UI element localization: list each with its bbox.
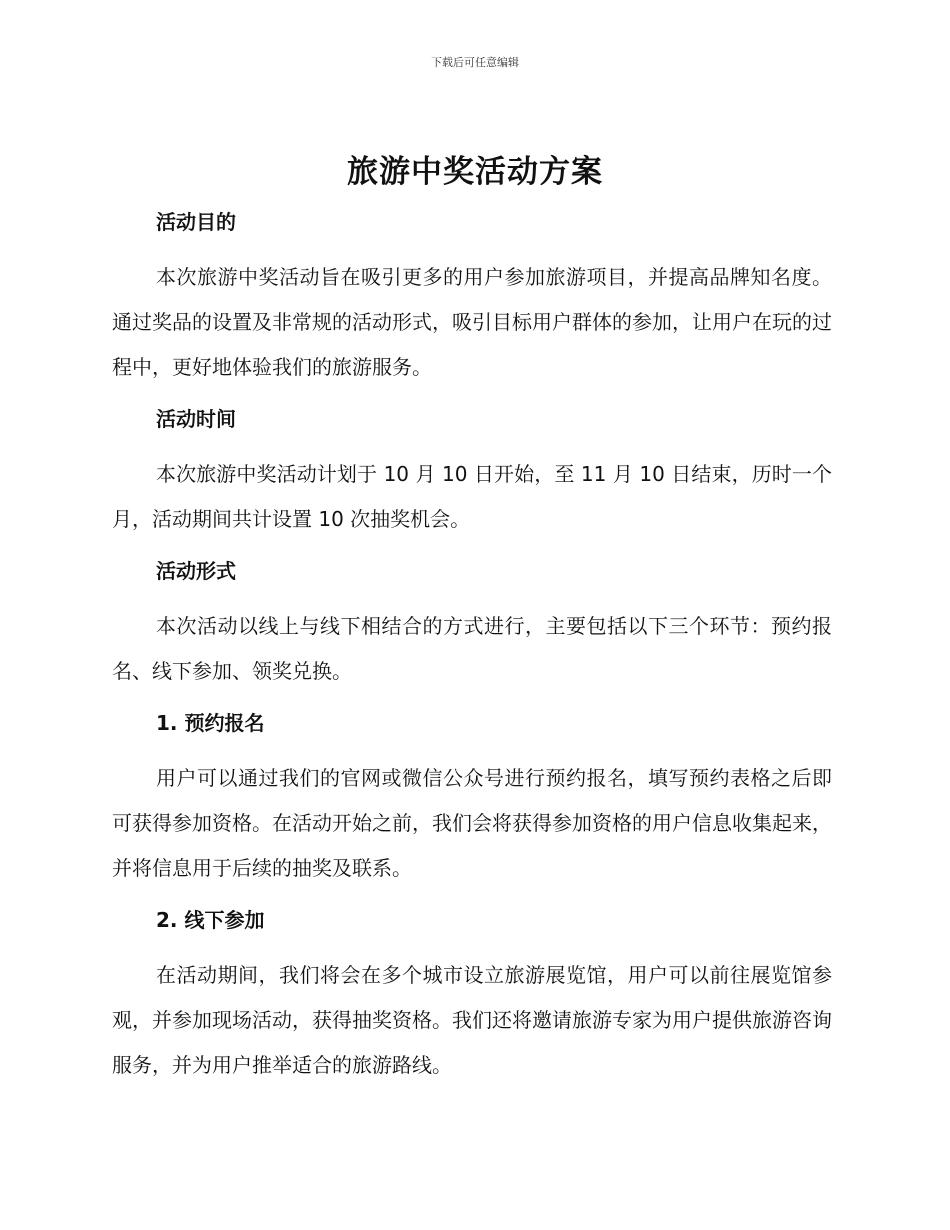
section-heading-purpose: 活动目的 xyxy=(156,210,236,234)
section-paragraph-registration: 用户可以通过我们的官网或微信公众号进行预约报名，填写预约表格之后即可获得参加资格。在活动开始之前，我们会将获得参加资格的用户信息收集起来，并将信息用于后续的抽奖及联系。 xyxy=(112,766,832,880)
section-heading-time: 活动时间 xyxy=(156,407,236,431)
section-paragraph-format: 本次活动以线上与线下相结合的方式进行，主要包括以下三个环节：预约报名、线下参加、领奖兑换。 xyxy=(112,614,832,683)
section-paragraph-time: 本次旅游中奖活动计划于 10 月 10 日开始，至 11 月 10 日结束，历时一个月，活动期间共计设置 10 次抽奖机会。 xyxy=(112,462,832,531)
header-note: 下载后可任意编辑 xyxy=(431,56,519,69)
section-paragraph-purpose: 本次旅游中奖活动旨在吸引更多的用户参加旅游项目，并提高品牌知名度。通过奖品的设置及非常规的活动形式，吸引目标用户群体的参加，让用户在玩的过程中，更好地体验我们的旅游服务。 xyxy=(112,265,832,379)
section-paragraph-offline: 在活动期间，我们将会在多个城市设立旅游展览馆，用户可以前往展览馆参观，并参加现场活动，获得抽奖资格。我们还将邀请旅游专家为用户提供旅游咨询服务，并为用户推举适合的旅游路线。 xyxy=(112,963,832,1077)
section-heading-registration: 1. 预约报名 xyxy=(156,711,265,735)
document-body xyxy=(112,204,832,1099)
section-heading-offline: 2. 线下参加 xyxy=(156,908,265,932)
document-title: 旅游中奖活动方案 xyxy=(347,154,603,190)
section-heading-format: 活动形式 xyxy=(156,559,236,583)
